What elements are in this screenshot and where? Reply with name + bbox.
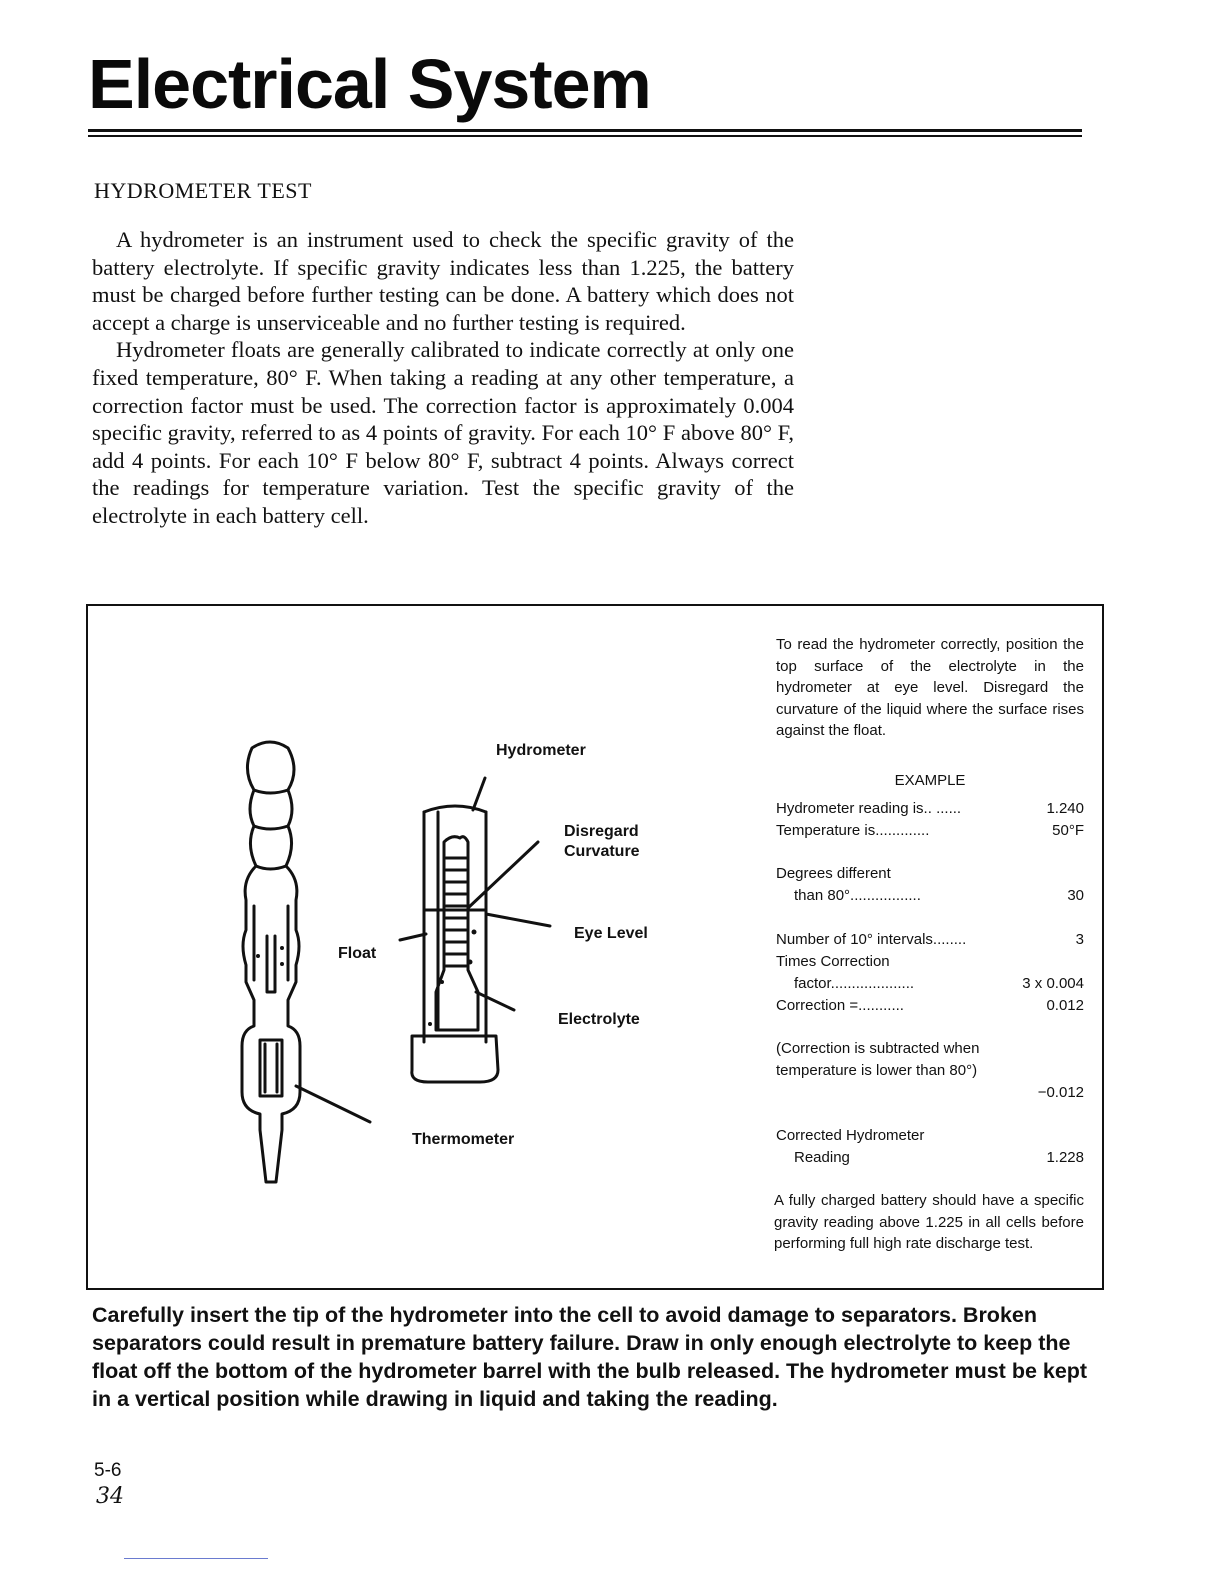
label-hydrometer: Hydrometer [496,742,586,759]
page-number: 5-6 [94,1460,122,1481]
label-float: Float [338,945,377,962]
calc-label: factor.................... [794,975,915,992]
calc-row-subtract [776,1082,1084,1104]
bottom-mark [124,1558,268,1559]
calc-label: than 80°................. [794,887,921,904]
calc-row-corrected [776,1147,1084,1169]
calc-label: Hydrometer reading is.. ...... [776,800,962,817]
calc-row-times-label [776,951,1084,973]
calc-row-times [776,973,1084,995]
calc-value: −0.012 [1037,1084,1084,1101]
calc-row-note-2 [776,1060,1084,1082]
calc-row-correction [776,995,1084,1017]
label-eye-level: Eye Level [574,925,648,942]
calc-label: Degrees different [776,865,891,882]
calc-row-intervals [776,929,1084,951]
title-rule-thin [88,135,1082,137]
page-title: Electrical System [88,45,651,123]
calc-row-reading [776,798,1084,820]
calc-row-note-1 [776,1038,1084,1060]
calc-value: 1.228 [1046,1149,1084,1166]
calc-value: 0.012 [1046,997,1084,1014]
paragraph-intro: A hydrometer is an instrument used to check the specific gravity of the battery electrolyte. If specific gravity indicates less than 1.225, the battery must be charged before further testing can be done. A battery which does not accept a charge is unserviceable and no further testing is required. [92,227,794,335]
calc-label: Reading [794,1149,850,1166]
calc-value: 3 [1075,931,1084,948]
calc-label: Temperature is............. [776,822,930,839]
caution-text: Carefully insert the tip of the hydrometer into the cell to avoid damage to separators. Broken separators could result in premature battery failure. Draw in only enough electrolyte to keep the float off the bottom of the hydrometer barrel with the bulb released. The hydrometer must be kept in a vertical position while drawing in liquid and taking the reading. [92,1303,1088,1411]
label-thermometer: Thermometer [412,1131,515,1148]
label-electrolyte: Electrolyte [558,1011,640,1028]
calc-row-corrected-label [776,1125,1084,1147]
calc-label: Corrected Hydrometer [776,1127,925,1144]
calc-row-degrees [776,885,1084,907]
example-title: EXAMPLE [894,772,966,789]
label-curvature: Curvature [564,843,640,860]
calc-label: (Correction is subtracted when [776,1040,980,1057]
paragraph-correction: Hydrometer floats are generally calibrated to indicate correctly at only one fixed temperature, 80° F. When taking a reading at any other temperature, a correction factor must be used. The correction factor is approximately 0.004 specific gravity, referred to as 4 points of gravity. For each 10° F above 80° F, add 4 points. For each 10° F below 80° F, subtract 4 points. Always correct the readings for temperature variation. Test the specific gravity of the electrolyte in each battery cell. [92,337,794,528]
calc-label: temperature is lower than 80°) [776,1062,978,1079]
body-text [92,226,794,530]
charge-note: A fully charged battery should have a specific gravity reading above 1.225 in all cells before performing full high rate discharge test. [774,1192,1084,1252]
calc-value: 1.240 [1046,800,1084,817]
calc-row-degrees-label [776,863,1084,885]
calc-value: 50°F [1052,822,1084,839]
calc-label: Times Correction [776,953,890,970]
calc-value: 30 [1067,887,1084,904]
calc-label: Number of 10° intervals........ [776,931,967,948]
section-heading: HYDROMETER TEST [94,178,312,203]
label-disregard: Disregard [564,823,639,840]
title-rule-thick [88,129,1082,132]
handwritten-note: 34 [96,1484,124,1509]
calc-label: Correction =........... [776,997,904,1014]
calc-row-temperature [776,820,1084,842]
calc-value: 3 x 0.004 [1022,975,1084,992]
reading-instructions: To read the hydrometer correctly, position the top surface of the electrolyte in the hydrometer at eye level. Disregard the curvature of the liquid where the surface rises against the float. [776,636,1084,739]
